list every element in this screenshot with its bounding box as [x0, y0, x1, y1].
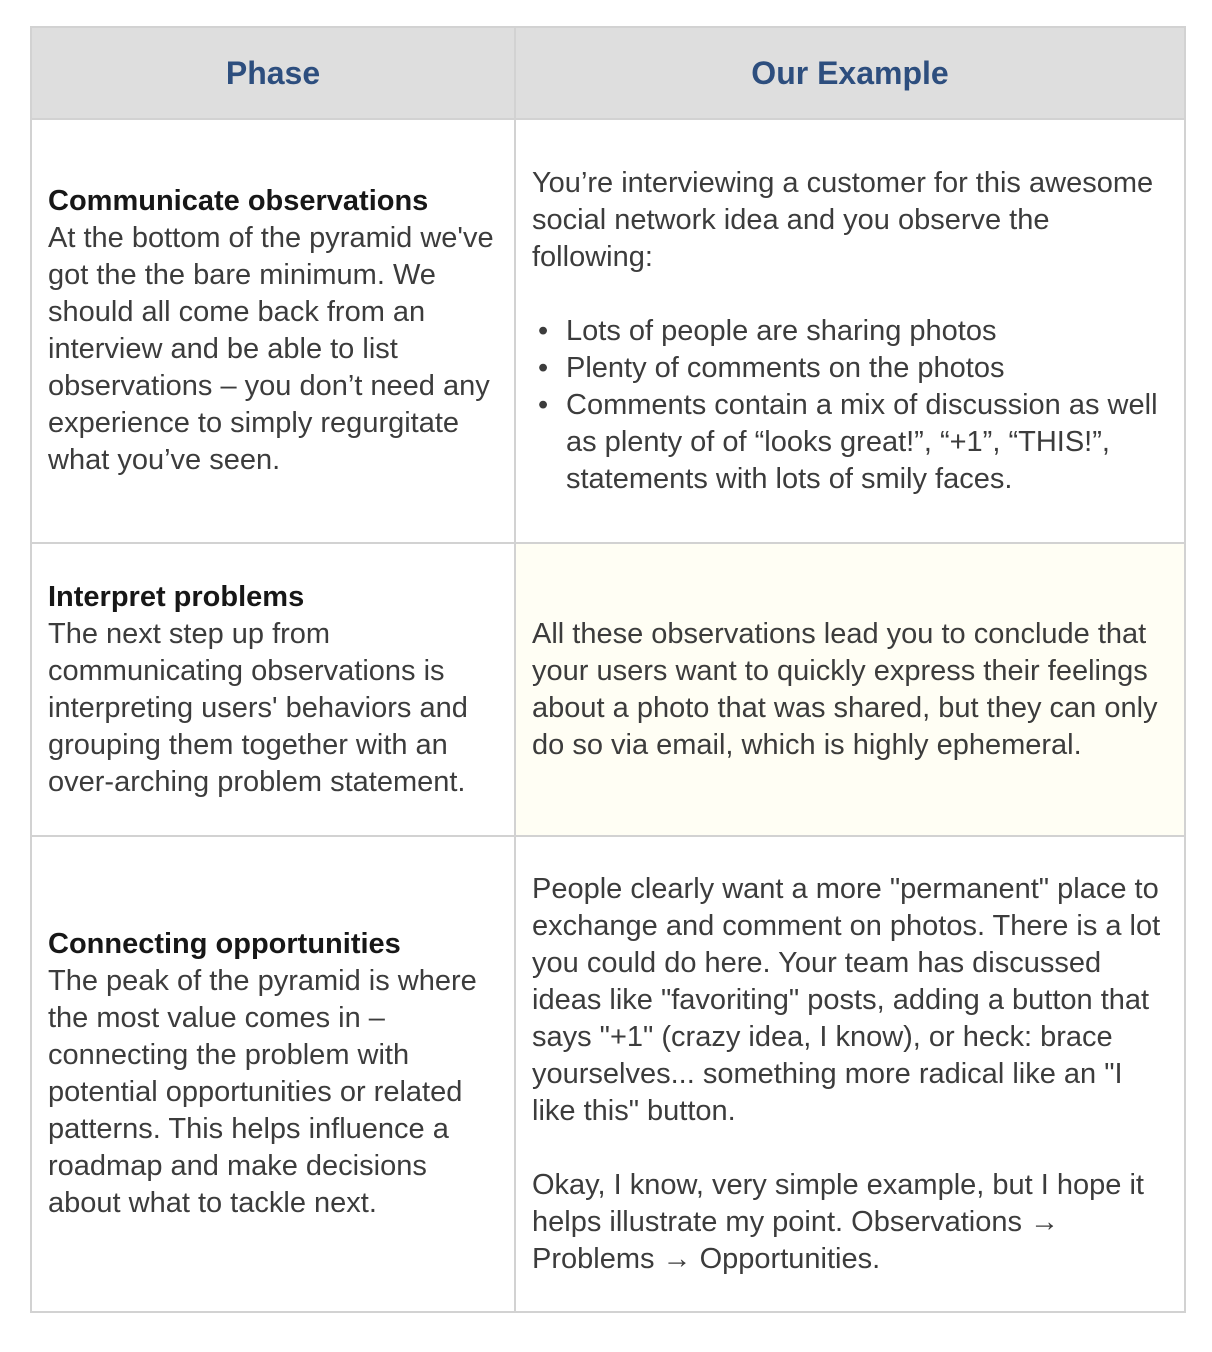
phase-body: The peak of the pyramid is where the most value comes in – connecting the problem with potential opportunities or related patterns. This helps influence a roadmap and make decisions about what to tackle next.	[48, 965, 477, 1219]
bullet-icon: •	[538, 388, 549, 421]
phase-body: At the bottom of the pyramid we've got the the bare minimum. We should all come back from an interview and be able to list observations – you don’t need any experience to simply regurgitate what you’ve seen.	[48, 222, 494, 476]
header-row	[31, 27, 1185, 119]
example-paragraph: All these observations lead you to conclude that your users want to quickly express their feelings about a photo that was shared, but they can only do so via email, which is highly ephemeral.	[532, 617, 1158, 761]
column-header-phase: Phase	[31, 27, 515, 119]
example-paragraph: People clearly want a more "permanent" place to exchange and comment on photos. There is a lot you could do here. Your team has discussed ideas like "favoriting" posts, adding a button that says "+1" (crazy idea, I know), or heck: brace yourselves... something more radical like an "I like this" button.	[532, 872, 1161, 1127]
table-row-connecting-opportunities	[31, 836, 1185, 1312]
example-intro: You’re interviewing a customer for this awesome social network idea and you observe the following:	[532, 166, 1154, 273]
phase-title: Communicate observations	[48, 185, 429, 217]
example-paragraph: Okay, I know, very simple example, but I hope it helps illustrate my point. Observations → Problems → Opportunities.	[532, 1168, 1144, 1275]
bullet-icon: •	[538, 351, 549, 384]
table-row-communicate-observations	[31, 119, 1185, 543]
list-item	[532, 350, 1168, 387]
phase-cell-connecting-opportunities	[31, 836, 515, 1312]
phase-text	[48, 926, 498, 1222]
phase-text	[48, 579, 498, 801]
observation-list	[532, 313, 1168, 498]
list-item	[532, 387, 1168, 498]
phase-example-table	[30, 26, 1186, 1313]
bullet-icon: •	[538, 314, 549, 347]
phase-example-table-container	[30, 26, 1186, 1313]
example-cell-interpret-problems	[515, 543, 1185, 836]
column-header-our-example: Our Example	[515, 27, 1185, 119]
phase-cell-interpret-problems	[31, 543, 515, 836]
list-item-text: Plenty of comments on the photos	[566, 351, 1005, 384]
list-item	[532, 313, 1168, 350]
phase-title: Interpret problems	[48, 580, 305, 613]
example-cell-communicate-observations	[515, 119, 1185, 543]
phase-cell-communicate-observations	[31, 119, 515, 543]
list-item-text: Comments contain a mix of discussion as well as plenty of of “looks great!”, “+1”, “THIS!”, statements with lots of smily faces.	[566, 388, 1158, 495]
list-item-text: Lots of people are sharing photos	[566, 314, 997, 347]
phase-text	[48, 183, 498, 479]
table-row-interpret-problems	[31, 543, 1185, 836]
example-cell-connecting-opportunities	[515, 836, 1185, 1312]
phase-title: Connecting opportunities	[48, 928, 401, 960]
phase-body: The next step up from communicating observations is interpreting users' behaviors and grouping them together with an over-arching problem statement.	[48, 617, 468, 798]
